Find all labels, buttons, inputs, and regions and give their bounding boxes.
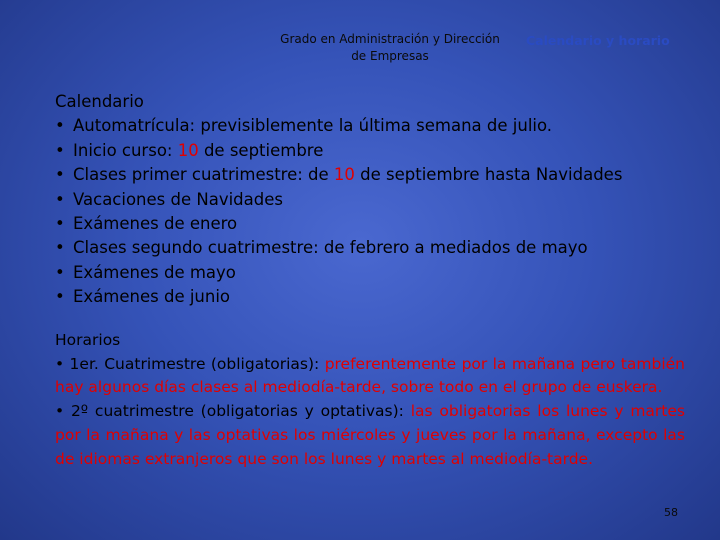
bullet-icon: • — [55, 214, 65, 234]
bullet-icon: • — [55, 116, 65, 136]
text-segment: de septiembre — [198, 140, 324, 160]
calendar-list-item — [55, 236, 622, 260]
calendar-heading: Calendario — [55, 92, 144, 111]
text-segment: Exámenes de mayo — [73, 262, 236, 282]
calendar-item-text — [73, 236, 588, 260]
calendar-item-text — [73, 114, 552, 138]
header-title — [270, 31, 510, 65]
calendar-list-item — [55, 114, 622, 138]
bullet-icon: • — [55, 140, 65, 160]
text-segment: • 1er. Cuatrimestre (obligatorias): — [55, 354, 325, 373]
highlight-text: las obligatorias los lunes y martes por la mañana y las optativas los miércoles y jueves por la mañana, excepto las de idiomas extranjeros que son los lunes y martes al mediodía-tarde. — [55, 402, 685, 468]
header-title-line1: Grado en Administración y Dirección — [280, 32, 500, 46]
hours-paragraph — [55, 400, 685, 471]
bullet-icon: • — [55, 238, 65, 258]
calendar-list-item — [55, 163, 622, 187]
text-segment: Clases primer cuatrimestre: de — [73, 165, 334, 185]
bullet-icon: • — [55, 262, 65, 282]
bullet-icon: • — [55, 287, 65, 307]
calendar-list-item — [55, 188, 622, 212]
highlight-text: 10 — [177, 140, 199, 160]
highlight-text: 10 — [333, 165, 355, 185]
hours-paragraph — [55, 353, 685, 400]
text-segment: Exámenes de enero — [73, 214, 238, 234]
hours-paragraphs — [55, 353, 685, 472]
calendar-item-text — [73, 139, 323, 163]
calendar-list-item — [55, 261, 622, 285]
calendar-item-text — [73, 285, 230, 309]
calendar-list — [55, 114, 622, 309]
hours-section — [55, 329, 685, 471]
text-segment: Vacaciones de Navidades — [73, 189, 283, 209]
calendar-section — [55, 90, 622, 310]
bullet-icon: • — [55, 165, 65, 185]
text-segment: Clases segundo cuatrimestre: de febrero a mediados de mayo — [73, 238, 588, 258]
highlight-text: preferentemente por la mañana pero también hay algunos días clases al mediodía-tarde, sobre todo en el grupo de euskera. — [55, 354, 685, 397]
calendar-item-text — [73, 188, 283, 212]
header-title-line2: de Empresas — [351, 49, 429, 63]
bullet-icon: • — [55, 189, 65, 209]
calendar-list-item — [55, 285, 622, 309]
calendar-list-item — [55, 212, 622, 236]
text-segment: de septiembre hasta Navidades — [354, 165, 623, 185]
hours-heading: Horarios — [55, 331, 121, 349]
header-section-title: Calendario y horario — [526, 33, 670, 48]
text-segment: • 2º cuatrimestre (obligatorias y optativas): — [55, 402, 411, 421]
page-number: 58 — [664, 506, 678, 519]
text-segment: Inicio curso: — [73, 140, 178, 160]
text-segment: Automatrícula: previsiblemente la última semana de julio. — [73, 116, 553, 136]
calendar-item-text — [73, 163, 622, 187]
calendar-item-text — [73, 212, 237, 236]
calendar-list-item — [55, 139, 622, 163]
calendar-item-text — [73, 261, 236, 285]
text-segment: Exámenes de junio — [73, 287, 231, 307]
